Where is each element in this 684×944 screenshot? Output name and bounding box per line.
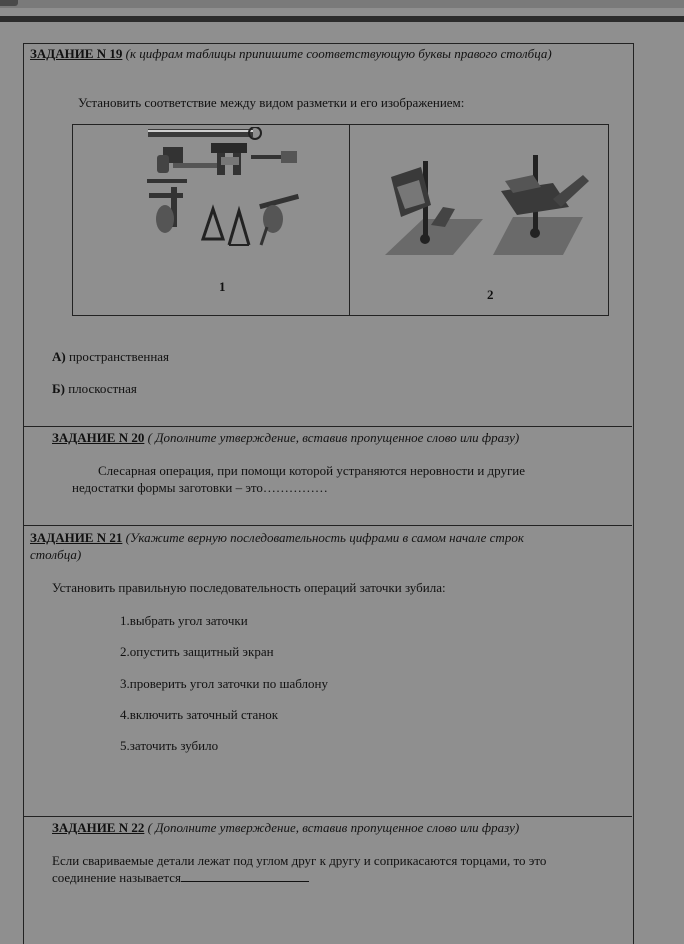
task20-number: ЗАДАНИЕ N 20	[52, 430, 145, 445]
header-rule	[0, 16, 684, 22]
task21-hint2: столбца)	[30, 547, 82, 562]
option-b-letter: Б)	[52, 381, 65, 396]
task20-line1: Слесарная операция, при помощи которой устраняются неровности и другие	[98, 463, 526, 478]
option-a-letter: А)	[52, 349, 66, 364]
image1-label: 1	[219, 279, 226, 294]
task21-step-1: 1.выбрать угол заточки	[120, 613, 248, 628]
task21-step-3: 3.проверить угол заточки по шаблону	[120, 676, 328, 691]
task22-heading	[52, 819, 519, 836]
marking-images-table	[72, 124, 609, 316]
task21-instruction: Установить правильную последовательность операций заточки зубила:	[52, 580, 446, 595]
task21-step-5: 5.заточить зубило	[120, 738, 219, 753]
task21-step-4: 4.включить заточный станок	[120, 707, 279, 722]
task19-option-b	[52, 380, 137, 397]
planar-marking-image	[143, 127, 303, 267]
spatial-marking-image	[383, 147, 603, 267]
image2-label: 2	[487, 287, 494, 302]
task19-number: ЗАДАНИЕ N 19	[30, 46, 123, 61]
task22-hint: ( Дополните утверждение, вставив пропущенное слово или фразу)	[144, 820, 520, 835]
task21-step-2: 2.опустить защитный экран	[120, 644, 274, 659]
task22-line2-wrap	[52, 869, 309, 886]
task21-heading	[30, 529, 628, 563]
task20-heading	[52, 429, 519, 446]
top-bar	[0, 0, 684, 8]
task22-number: ЗАДАНИЕ N 22	[52, 820, 145, 835]
task20-hint: ( Дополните утверждение, вставив пропущенное слово или фразу)	[144, 430, 520, 445]
divider-20-21	[23, 525, 632, 526]
option-b-text: плоскостная	[64, 381, 137, 396]
task19-option-a	[52, 348, 169, 365]
task19-instruction: Установить соответствие между видом разметки и его изображением:	[78, 95, 465, 110]
task21-number: ЗАДАНИЕ N 21	[30, 530, 123, 545]
divider-21-22	[23, 816, 632, 817]
divider-19-20	[23, 426, 632, 427]
task20-line2: недостатки формы заготовки – это……………	[72, 480, 328, 495]
top-tab	[0, 0, 18, 6]
task22-line2: соединение называется	[52, 870, 181, 885]
task22-line1: Если свариваемые детали лежат под углом друг к другу и соприкасаются торцами, то это	[52, 853, 547, 868]
task21-hint: (Укажите верную последовательность цифрами в самом начале строк	[122, 530, 524, 545]
task19-hint: (к цифрам таблицы припишите соответствующую буквы правого столбца)	[122, 46, 552, 61]
answer-blank[interactable]	[181, 870, 309, 882]
option-a-text: пространственная	[65, 349, 170, 364]
task19-heading	[30, 45, 552, 62]
table-divider	[349, 125, 350, 315]
